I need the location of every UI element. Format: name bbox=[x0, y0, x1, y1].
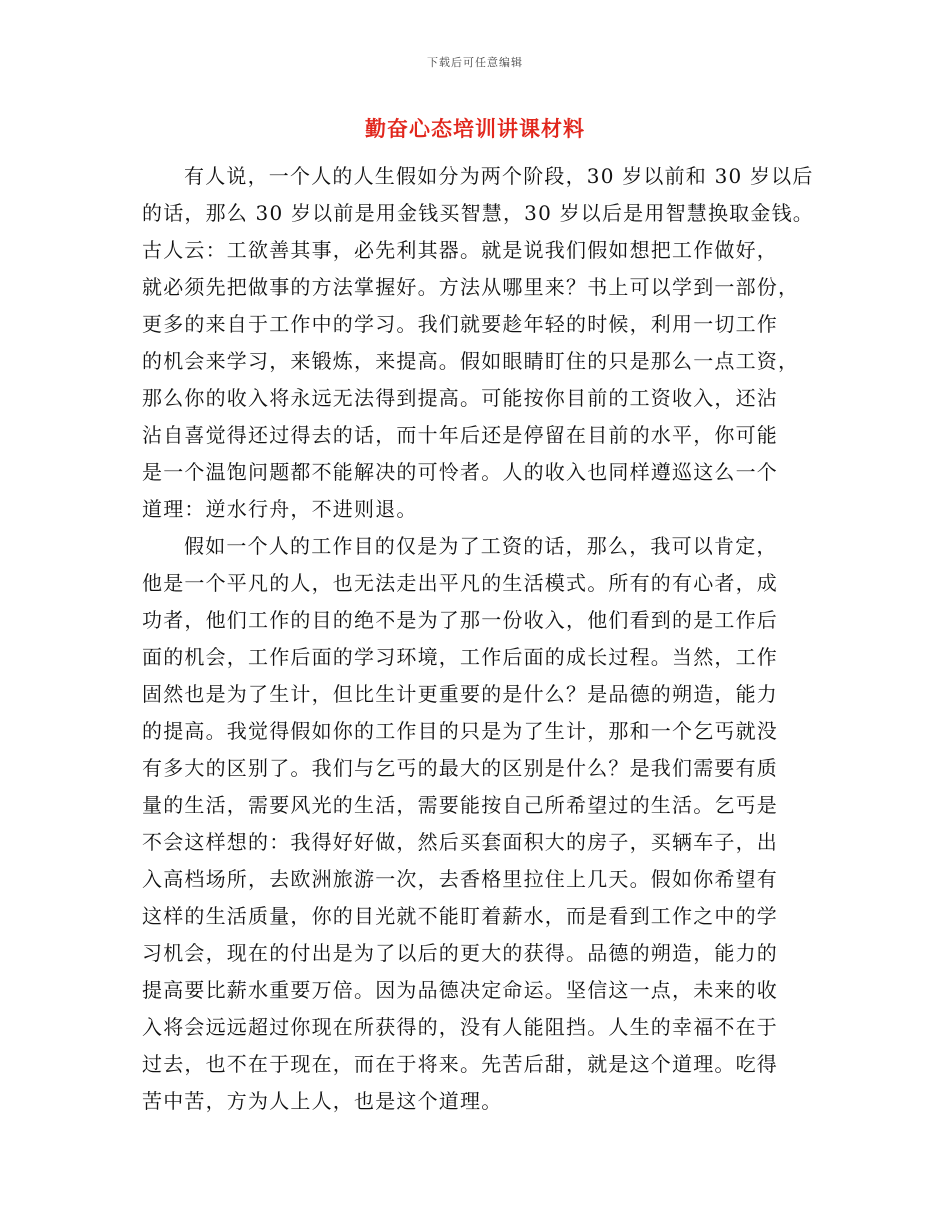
paragraph-line: 功者，他们工作的目的绝不是为了那一份收入，他们看到的是工作后 bbox=[142, 608, 778, 632]
paragraph-line: 他是一个平凡的人，也无法走出平凡的生活模式。所有的有心者，成 bbox=[142, 571, 778, 595]
paragraph-line: 这样的生活质量，你的目光就不能盯着薪水，而是看到工作之中的学 bbox=[142, 904, 778, 928]
header-note: 下载后可任意编辑 bbox=[427, 56, 523, 69]
paragraph-line: 习机会，现在的付出是为了以后的更大的获得。品德的朔造，能力的 bbox=[142, 941, 778, 965]
paragraph-line: 面的机会，工作后面的学习环境，工作后面的成长过程。当然，工作 bbox=[142, 645, 778, 669]
paragraph-line: 古人云：工欲善其事，必先利其器。就是说我们假如想把工作做好， bbox=[142, 238, 778, 262]
paragraph-line: 入将会远远超过你现在所获得的，没有人能阻挡。人生的幸福不在于 bbox=[142, 1015, 778, 1039]
document-title: 勤奋心态培训讲课材料 bbox=[365, 117, 585, 141]
paragraph-line: 道理：逆水行舟，不进则退。 bbox=[142, 497, 418, 521]
paragraph-line: 入高档场所，去欧洲旅游一次，去香格里拉住上几天。假如你希望有 bbox=[142, 867, 778, 891]
paragraph-line: 有人说，一个人的人生假如分为两个阶段，30 岁以前和 30 岁以后 bbox=[184, 164, 814, 188]
paragraph-line: 固然也是为了生计，但比生计更重要的是什么？是品德的朔造，能力 bbox=[142, 682, 778, 706]
paragraph-line: 更多的来自于工作中的学习。我们就要趁年轻的时候，利用一切工作 bbox=[142, 312, 778, 336]
paragraph-line: 的提高。我觉得假如你的工作目的只是为了生计，那和一个乞丐就没 bbox=[142, 719, 778, 743]
paragraph-line: 是一个温饱问题都不能解决的可怜者。人的收入也同样遵巡这么一个 bbox=[142, 460, 778, 484]
paragraph-line: 假如一个人的工作目的仅是为了工资的话，那么，我可以肯定， bbox=[184, 534, 778, 558]
paragraph-line: 就必须先把做事的方法掌握好。方法从哪里来？书上可以学到一部份， bbox=[142, 275, 800, 299]
paragraph-line: 那么你的收入将永远无法得到提高。可能按你目前的工资收入，还沾 bbox=[142, 386, 778, 410]
paragraph-line: 的机会来学习，来锻炼，来提高。假如眼睛盯住的只是那么一点工资， bbox=[142, 349, 800, 373]
paragraph-line: 量的生活，需要风光的生活，需要能按自己所希望过的生活。乞丐是 bbox=[142, 793, 778, 817]
paragraph-line: 过去，也不在于现在，而在于将来。先苦后甜，就是这个道理。吃得 bbox=[142, 1052, 778, 1076]
paragraph-line: 的话，那么 30 岁以前是用金钱买智慧，30 岁以后是用智慧换取金钱。 bbox=[142, 201, 814, 225]
paragraph-line: 苦中苦，方为人上人，也是这个道理。 bbox=[142, 1089, 503, 1113]
paragraph-line: 提高要比薪水重要万倍。因为品德决定命运。坚信这一点，未来的收 bbox=[142, 978, 778, 1002]
paragraph-1 bbox=[142, 158, 812, 528]
paragraph-line: 沾自喜觉得还过得去的话，而十年后还是停留在目前的水平，你可能 bbox=[142, 423, 778, 447]
paragraph-line: 有多大的区别了。我们与乞丐的最大的区别是什么？是我们需要有质 bbox=[142, 756, 778, 780]
paragraph-2 bbox=[142, 528, 812, 1120]
paragraph-line: 不会这样想的：我得好好做，然后买套面积大的房子，买辆车子，出 bbox=[142, 830, 778, 854]
document-body bbox=[142, 158, 812, 1120]
